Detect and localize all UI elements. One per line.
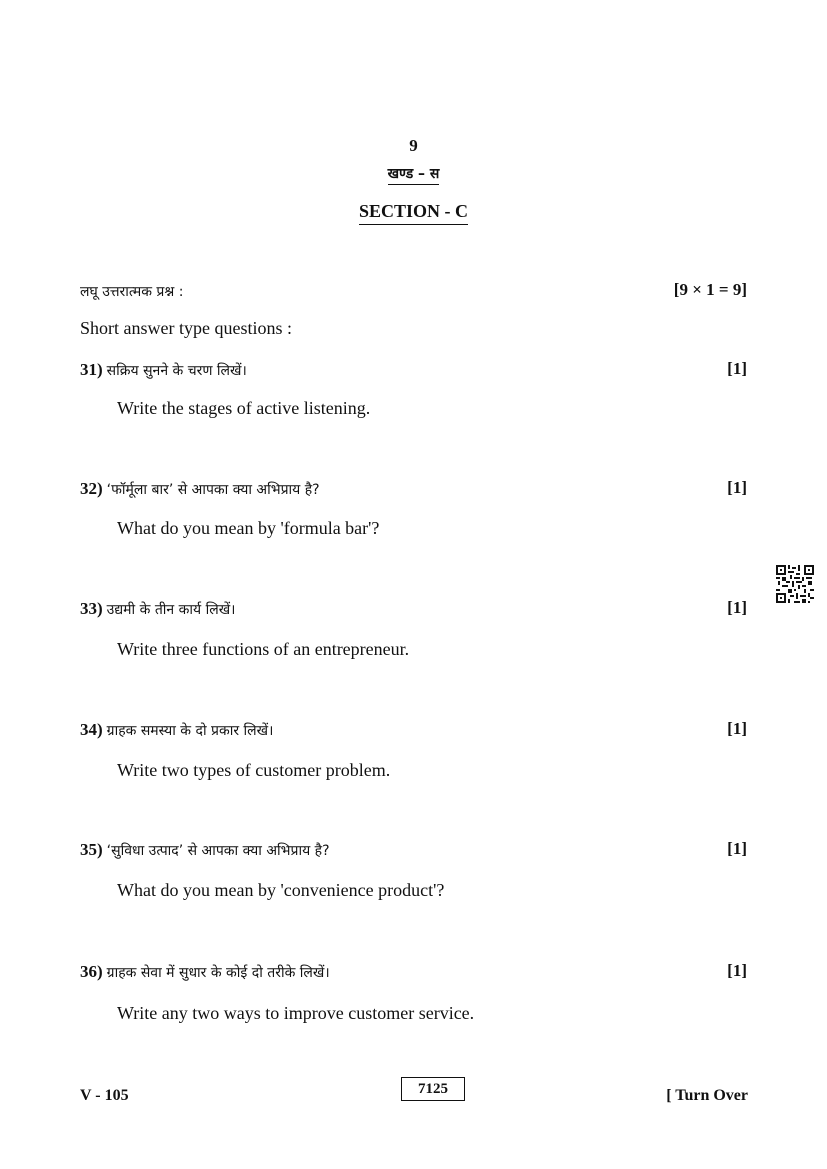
question-english: Write three functions of an entrepreneur. <box>117 639 410 659</box>
paper-number-box: 7125 <box>401 1077 465 1101</box>
question-marks: [1] <box>727 961 747 980</box>
question-english: Write any two ways to improve customer service. <box>117 1003 475 1023</box>
question-english: Write the stages of active listening. <box>117 398 371 418</box>
section-title <box>0 201 827 222</box>
question-36-hindi-row <box>80 962 330 982</box>
question-marks: [1] <box>727 719 747 738</box>
question-english: Write two types of customer problem. <box>117 760 391 780</box>
question-number: 32) <box>80 479 103 498</box>
question-hindi: ‘फॉर्मूला बार’ से आपका क्या अभिप्राय है? <box>106 482 320 498</box>
question-32-hindi-row <box>80 479 320 499</box>
question-hindi: ‘सुविधा उत्पाद’ से आपका क्या अभिप्राय है? <box>106 843 330 859</box>
question-marks: [1] <box>727 598 747 617</box>
question-number: 33) <box>80 599 103 618</box>
intro-marks: [9 × 1 = 9] <box>673 280 747 299</box>
question-hindi: ग्राहक सेवा में सुधार के कोई दो तरीके लिखें। <box>106 965 330 981</box>
page-number: 9 <box>409 136 418 155</box>
question-35-hindi-row <box>80 840 330 860</box>
intro-hindi: लघू उत्तरात्मक प्रश्न : <box>80 284 184 300</box>
question-marks: [1] <box>727 478 747 497</box>
question-31-hindi-row <box>80 360 247 380</box>
question-marks: [1] <box>727 359 747 378</box>
question-hindi: सक्रिय सुनने के चरण लिखें। <box>106 363 247 379</box>
paper-code: V - 105 <box>80 1087 129 1104</box>
question-hindi: ग्राहक समस्या के दो प्रकार लिखें। <box>106 723 274 739</box>
question-number: 35) <box>80 840 103 859</box>
question-33-hindi-row <box>80 599 235 619</box>
question-marks: [1] <box>727 839 747 858</box>
turn-over-label: [ Turn Over <box>666 1087 748 1104</box>
question-number: 34) <box>80 720 103 739</box>
section-title-text: SECTION - C <box>359 201 468 225</box>
section-heading-hindi-text: खण्ड – स <box>388 166 440 185</box>
question-34-hindi-row <box>80 720 273 740</box>
intro-english: Short answer type questions : <box>80 318 292 338</box>
question-english: What do you mean by 'convenience product'? <box>117 880 445 900</box>
qr-code-icon <box>776 565 814 603</box>
question-number: 36) <box>80 962 103 981</box>
question-number: 31) <box>80 360 103 379</box>
question-english: What do you mean by 'formula bar'? <box>117 518 380 538</box>
section-heading-hindi <box>0 164 827 183</box>
question-hindi: उद्यमी के तीन कार्य लिखें। <box>106 602 236 618</box>
